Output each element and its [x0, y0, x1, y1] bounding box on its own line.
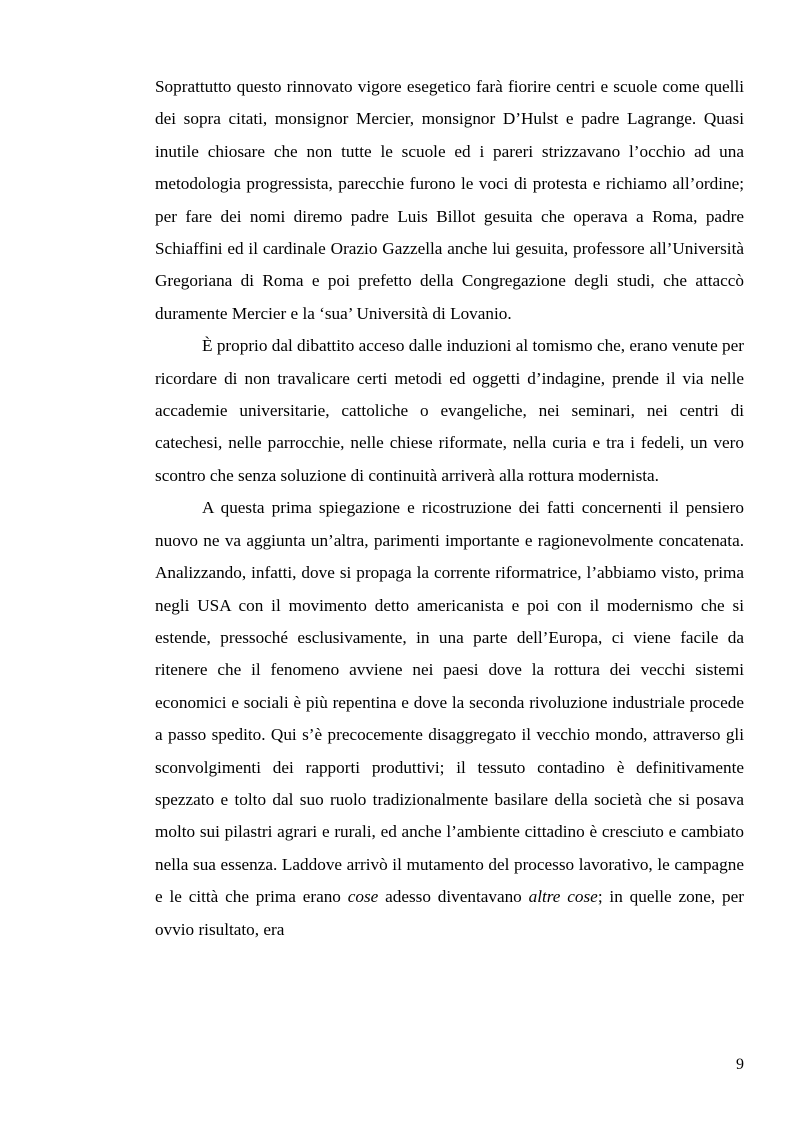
paragraph-2-text: È proprio dal dibattito acceso dalle induzioni al tomismo che, erano venute per ricordare di non travalicare certi metodi ed oggetti d’indagine, prende il via nelle accademie universitarie, cattoliche o evangeliche, nei seminari, nei centri di catechesi, nelle parrocchie, nelle chiese riformate, nella curia e tra i fedeli, un vero scontro che senza soluzione di continuità arriverà alla rottura modernista.	[155, 336, 744, 485]
paragraph-2	[155, 330, 744, 492]
page-number: 9	[736, 1056, 744, 1073]
paragraph-3-italic-altre-cose: altre cose	[528, 887, 598, 907]
body-text	[155, 71, 744, 946]
paragraph-3-text-3: ; in quelle zone, per ovvio risultato, era	[155, 887, 744, 939]
paragraph-1-text: Soprattutto questo rinnovato vigore esegetico farà fiorire centri e scuole come quelli dei sopra citati, monsignor Mercier, monsignor D’Hulst e padre Lagrange. Quasi inutile chiosare che non tutte le scuole ed i pareri strizzavano l’occhio ad una metodologia progressista, parecchie furono le voci di protesta e richiamo all’ordine; per fare dei nomi diremo padre Luis Billot gesuita che operava a Roma, padre Schiaffini ed il cardinale Orazio Gazzella anche lui gesuita, professore all’Università Gregoriana di Roma e poi prefetto della Congregazione degli studi, che attaccò duramente Mercier e la ‘sua’ Università di Lovanio.	[155, 77, 744, 323]
paragraph-3-text: A questa prima spiegazione e ricostruzione dei fatti concernenti il pensiero nuovo ne va aggiunta un’altra, parimenti importante e ragionevolmente concatenata. Analizzando, infatti, dove si propaga la corrente riformatrice, l’abbiamo visto, prima negli USA con il movimento detto americanista e poi con il modernismo che si estende, pressoché esclusivamente, in una parte dell’Europa, ci viene facile da ritenere che il fenomeno avviene nei paesi dove la rottura dei vecchi sistemi economici e sociali è più repentina e dove la seconda rivoluzione industriale procede a passo spedito. Qui s’è precocemente disaggregato il vecchio mondo, attraverso gli sconvolgimenti dei rapporti produttivi; il tessuto contadino è definitivamente spezzato e tolto dal suo ruolo tradizionalmente basilare della società che si posava molto sui pilastri agrari e rurali, ed anche l’ambiente cittadino è cresciuto e cambiato nella sua essenza. Laddove arrivò il mutamento del processo lavorativo, le campagne e le città che prima erano	[155, 498, 744, 907]
paragraph-1	[155, 71, 744, 330]
paragraph-3-text-2: adesso diventavano	[378, 887, 529, 907]
paragraph-3	[155, 492, 744, 946]
paragraph-3-italic-cose: cose	[347, 887, 379, 907]
